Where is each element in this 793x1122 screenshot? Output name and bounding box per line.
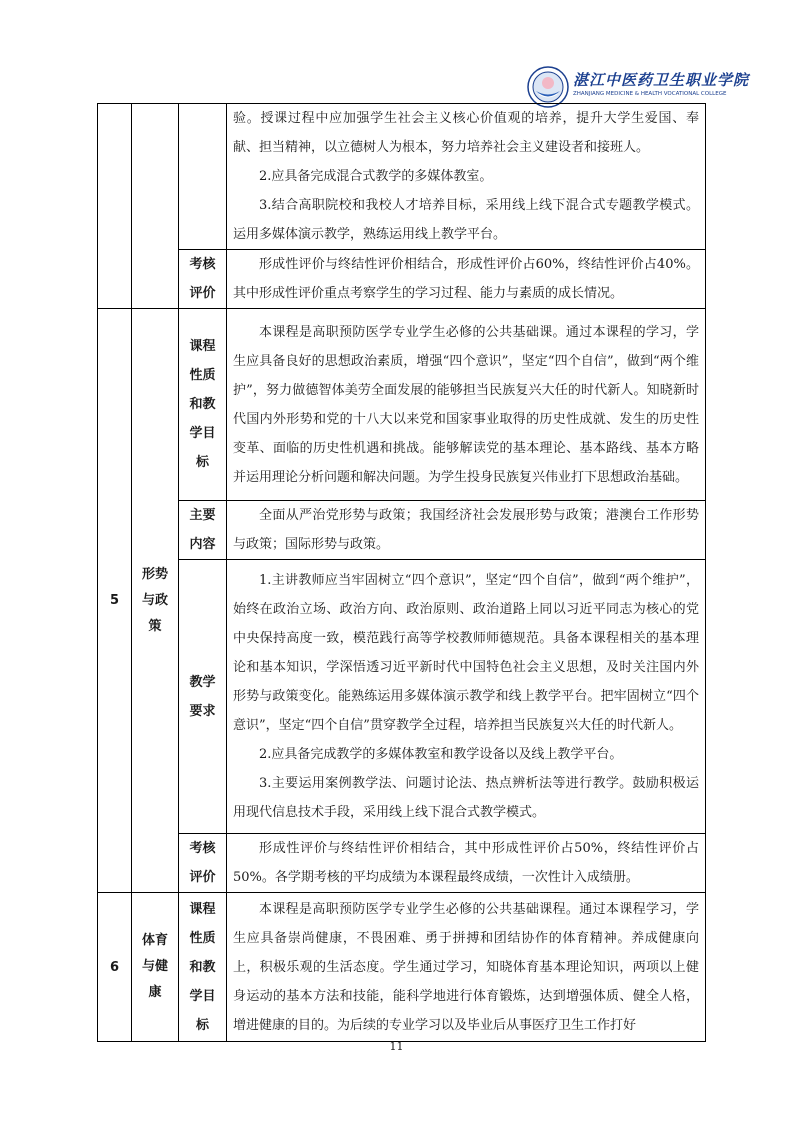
row-label: 课程性质和教学目标 [179, 309, 227, 501]
main-content-text: 全面从严治党形势与政策；我国经济社会发展形势与政策；港澳台工作形势与政策；国际形势与政策。 [227, 501, 706, 560]
college-emblem-icon [527, 66, 569, 108]
table-row [98, 560, 706, 834]
row-label: 考核评价 [179, 834, 227, 893]
teaching-requirements-cont [227, 104, 706, 250]
course-name: 形势与政策 [132, 309, 179, 893]
paragraph: 2.应具备完成混合式教学的多媒体教室。 [259, 169, 493, 184]
paragraph: 验。授课过程中应加强学生社会主义核心价值观的培养，提升大学生爱国、奉献、担当精神，以立德树人为根本，努力培养社会主义建设者和接班人。 [233, 111, 699, 155]
paragraph: 2.应具备完成教学的多媒体教室和教学设备以及线上教学平台。 [259, 747, 623, 762]
table-row [98, 501, 706, 560]
college-name-cn: 湛江中医药卫生职业学院 [573, 71, 750, 89]
row-label: 课程性质和教学目标 [179, 893, 227, 1042]
table-row [98, 104, 706, 250]
college-logo [527, 66, 750, 108]
paragraph: 1.主讲教师应当牢固树立“四个意识”，坚定“四个自信”，做到“两个维护”，始终在政治立场、政治方向、政治原则、政治道路上同以习近平同志为核心的党中央保持高度一致，模范践行高等学校教师师德规范。具备本课程相关的基本理论和基本知识，学深悟透习近平新时代中国特色社会主义思想，及时关注国内外形势与政策变化。能熟练运用多媒体演示教学和线上教学平台。把牢固树立“四个意识”，坚定“四个自信”贯穿教学全过程，培养担当民族复兴大任的时代新人。 [233, 573, 699, 733]
table-row [98, 834, 706, 893]
page-number: 11 [389, 1040, 404, 1053]
course-goal-text: 本课程是高职预防医学专业学生必修的公共基础课程。通过本课程学习，学生应具备崇尚健康，不畏困难、勇于拼搏和团结协作的体育精神。养成健康向上，积极乐观的生活态度。学生通过学习，知晓体育基本理论知识，两项以上健身运动的基本方法和技能，能科学地进行体育锻炼，达到增强体质、健全人格，增进健康的目的。为后续的专业学习以及毕业后从事医疗卫生工作打好 [227, 893, 706, 1042]
course-goal-text: 本课程是高职预防医学专业学生必修的公共基础课。通过本课程的学习，学生应具备良好的思想政治素质，增强“四个意识”，坚定“四个自信”，做到“两个维护”，努力做德智体美劳全面发展的能够担当民族复兴大任的时代新人。知晓新时代国内外形势和党的十八大以来党和国家事业取得的历史性成就、发生的历史性变革、面临的历史性机遇和挑战。能够解读党的基本理论、基本路线、基本方略并运用理论分析问题和解决问题。为学生投身民族复兴伟业打下思想政治基础。 [227, 309, 706, 501]
college-name-en: ZHANJIANG MEDICINE & HEALTH VOCATIONAL COLLEGE [573, 91, 727, 97]
table-row [98, 893, 706, 1042]
assessment-text: 形成性评价与终结性评价相结合，其中形成性评价占50%，终结性评价占50%。各学期考核的平均成绩为本课程最终成绩，一次性计入成绩册。 [227, 834, 706, 893]
assessment-text: 形成性评价与终结性评价相结合，形成性评价占60%，终结性评价占40%。其中形成性评价重点考察学生的学习过程、能力与素质的成长情况。 [227, 250, 706, 309]
course-name: 体育与健康 [132, 893, 179, 1042]
course-number: 6 [98, 893, 132, 1042]
teaching-requirements [227, 560, 706, 834]
row-label: 教学要求 [179, 560, 227, 834]
paragraph: 3.结合高职院校和我校人才培养目标，采用线上线下混合式专题教学模式。运用多媒体演示教学，熟练运用线上教学平台。 [233, 198, 699, 242]
course-number: 5 [98, 309, 132, 893]
table-row [98, 309, 706, 501]
row-label: 考核评价 [179, 250, 227, 309]
table-row [98, 250, 706, 309]
course-table [97, 103, 706, 1042]
paragraph: 3.主要运用案例教学法、问题讨论法、热点辨析法等进行教学。鼓励积极运用现代信息技术手段，采用线上线下混合式教学模式。 [233, 776, 699, 820]
row-label: 主要内容 [179, 501, 227, 560]
